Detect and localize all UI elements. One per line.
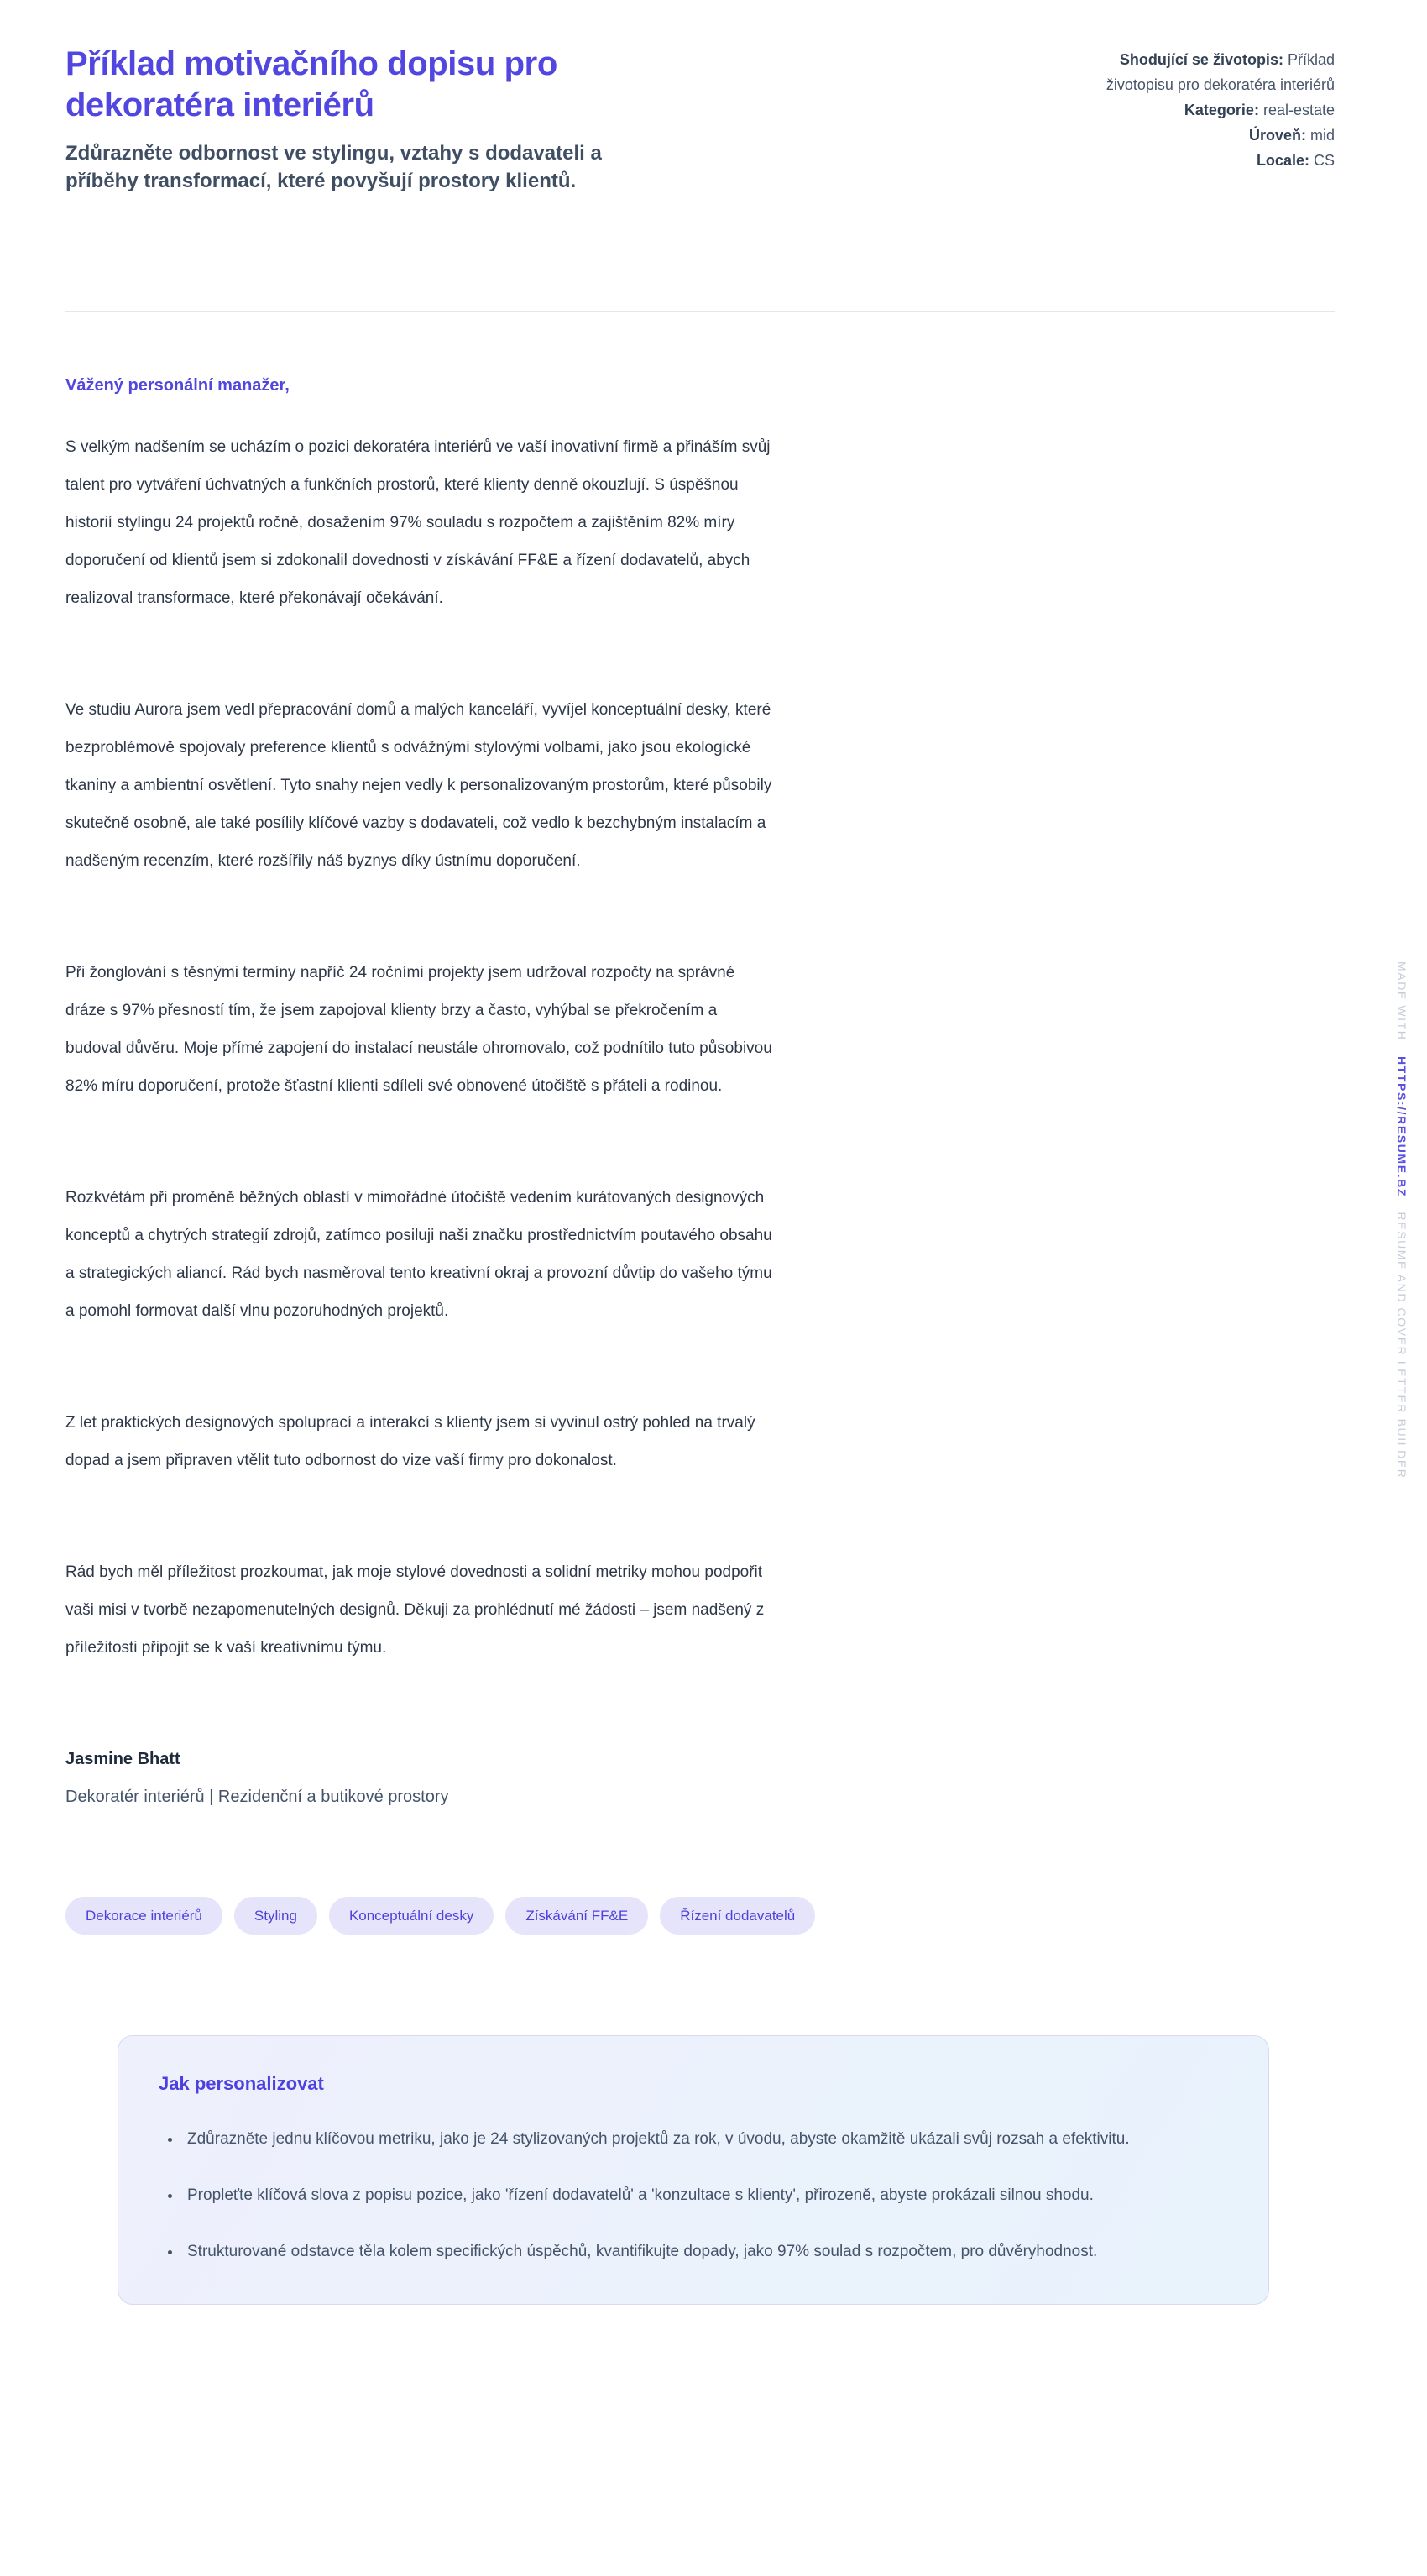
meta-value: mid [1309,127,1335,144]
meta-locale [1083,148,1335,173]
page-subtitle: Zdůrazněte odbornost ve stylingu, vztahy s dodavateli a příběhy transformací, které povyšují prostory klientů. [65,141,602,192]
header-divider [65,311,1335,312]
meta-value: CS [1313,152,1335,169]
meta-label: Shodující se životopis: [1119,51,1283,68]
letter-paragraph: Rád bych měl příležitost prozkoumat, jak moje stylové dovednosti a solidní metriky mohou podpořit vaši misi v tvorbě nezapomenutelných designů. Děkuji za prohlédnutí mé žádosti – jsem nadšený z příležitosti připojit se k vaší kreativnímu týmu. [65,1563,765,1657]
watermark-vertical [1395,961,1409,1479]
tip-item: • Zdůrazněte jednu klíčovou metriku, jako je 24 stylizovaných projektů za rok, v úvodu, abyste okamžitě ukázali svůj rozsah a efektivitu. [182,2120,1228,2158]
meta-value: Příklad životopisu pro dekoratéra interiérů [1106,51,1335,93]
meta-value: real-estate [1262,102,1335,118]
meta-label: Locale: [1256,152,1309,169]
header-title-block [65,44,636,195]
meta-label: Kategorie: [1184,102,1259,118]
letter-signature [65,1741,775,1816]
header-meta [1083,47,1335,173]
letter-paragraph: Z let praktických designových spoluprací a interakcí s klienty jsem si vyvinul ostrý pohled na trvalý dopad a jsem připraven vtělit tuto odbornost do vize vaší firmy pro dokonalost. [65,1413,755,1469]
tip-item: • Strukturované odstavce těla kolem specifických úspěchů, kvantifikujte dopady, jako 97% soulad s rozpočtem, pro důvěryhodnost. [182,2233,1228,2270]
letter-paragraph: Rozkvétám při proměně běžných oblastí v mimořádné útočiště vedením kurátovaných designových konceptů a chytrých strategií zdrojů, zatímco posiluji naši značku prostřednictvím poutavého obsahu a strategických aliancí. Rád bych nasměroval tento kreativní okraj a provozní důvtip do vašeho týmu a pomohl formovat další vlnu pozoruhodných projektů. [65,1188,772,1320]
cover-letter-body [65,367,775,1816]
signature-name: Jasmine Bhatt [65,1749,180,1768]
tips-list [159,2120,1228,2270]
meta-matching-resume [1083,47,1335,97]
meta-level [1083,123,1335,148]
tag-pill: Získávání FF&E [505,1897,648,1935]
letter-paragraph: Při žonglování s těsnými termíny napříč 24 ročními projekty jsem udržoval rozpočty na správné dráze s 97% přesností tím, že jsem zapojoval klienty brzy a často, vyhýbal se překročením a budoval důvěru. Moje přímé zapojení do instalací neustále ohromovalo, což podnítilo tuto působivou 82% míru doporučení, protože šťastní klienti sdíleli své obnovené útočiště s přáteli a rodinou. [65,963,772,1095]
tag-pill: Styling [234,1897,317,1935]
tip-item: • Propleťte klíčová slova z popisu pozice, jako 'řízení dodavatelů' a 'konzultace s klienty', přirozeně, abyste prokázali silnou shodu. [182,2176,1228,2214]
resume-bz-link[interactable]: HTTPS://RESUME.BZ [1395,1055,1409,1197]
meta-label: Úroveň: [1248,127,1306,144]
tips-card-title: Jak personalizovat [159,2072,324,2094]
watermark-prefix: MADE WITH [1395,961,1409,1041]
personalization-tips-card [118,2035,1269,2305]
tag-pill: Konceptuální desky [329,1897,494,1935]
letter-paragraph: S velkým nadšením se ucházím o pozici dekoratéra interiérů ve vaší inovativní firmě a přináším svůj talent pro vytváření úchvatných a funkčních prostorů, které klienty denně okouzlují. S úspěšnou historií stylingu 24 projektů ročně, dosažením 97% souladu s rozpočtem a zajištěním 82% míry doporučení od klientů jsem si zdokonalil dovednosti v získávání FF&E a řízení dodavatelů, abych realizoval transformace, které překonávají očekávání. [65,437,771,607]
page-header [65,44,1335,195]
tag-pill: Řízení dodavatelů [660,1897,815,1935]
skill-tags [65,1897,1335,1935]
watermark-suffix: RESUME AND COVER LETTER BUILDER [1395,1212,1409,1479]
letter-paragraph: Ve studiu Aurora jsem vedl přepracování domů a malých kanceláří, vyvíjel konceptuální desky, které bezproblémově spojovaly preference klientů s odvážnými stylovými volbami, jako jsou ekologické tkaniny a ambientní osvětlení. Tyto snahy nejen vedly k personalizovaným prostorům, které působily skutečně osobně, ale také posílily klíčové vazby s dodavateli, což vedlo k bezchybným instalacím a nadšeným recenzím, které rozšířily náš byznys díky ústnímu doporučení. [65,700,772,870]
page-title: Příklad motivačního dopisu pro dekoratéra interiérů [65,45,557,123]
tag-pill: Dekorace interiérů [65,1897,222,1935]
letter-greeting: Vážený personální manažer, [65,375,290,395]
signature-role: Dekoratér interiérů | Rezidenční a butikové prostory [65,1787,449,1806]
meta-category [1083,97,1335,123]
